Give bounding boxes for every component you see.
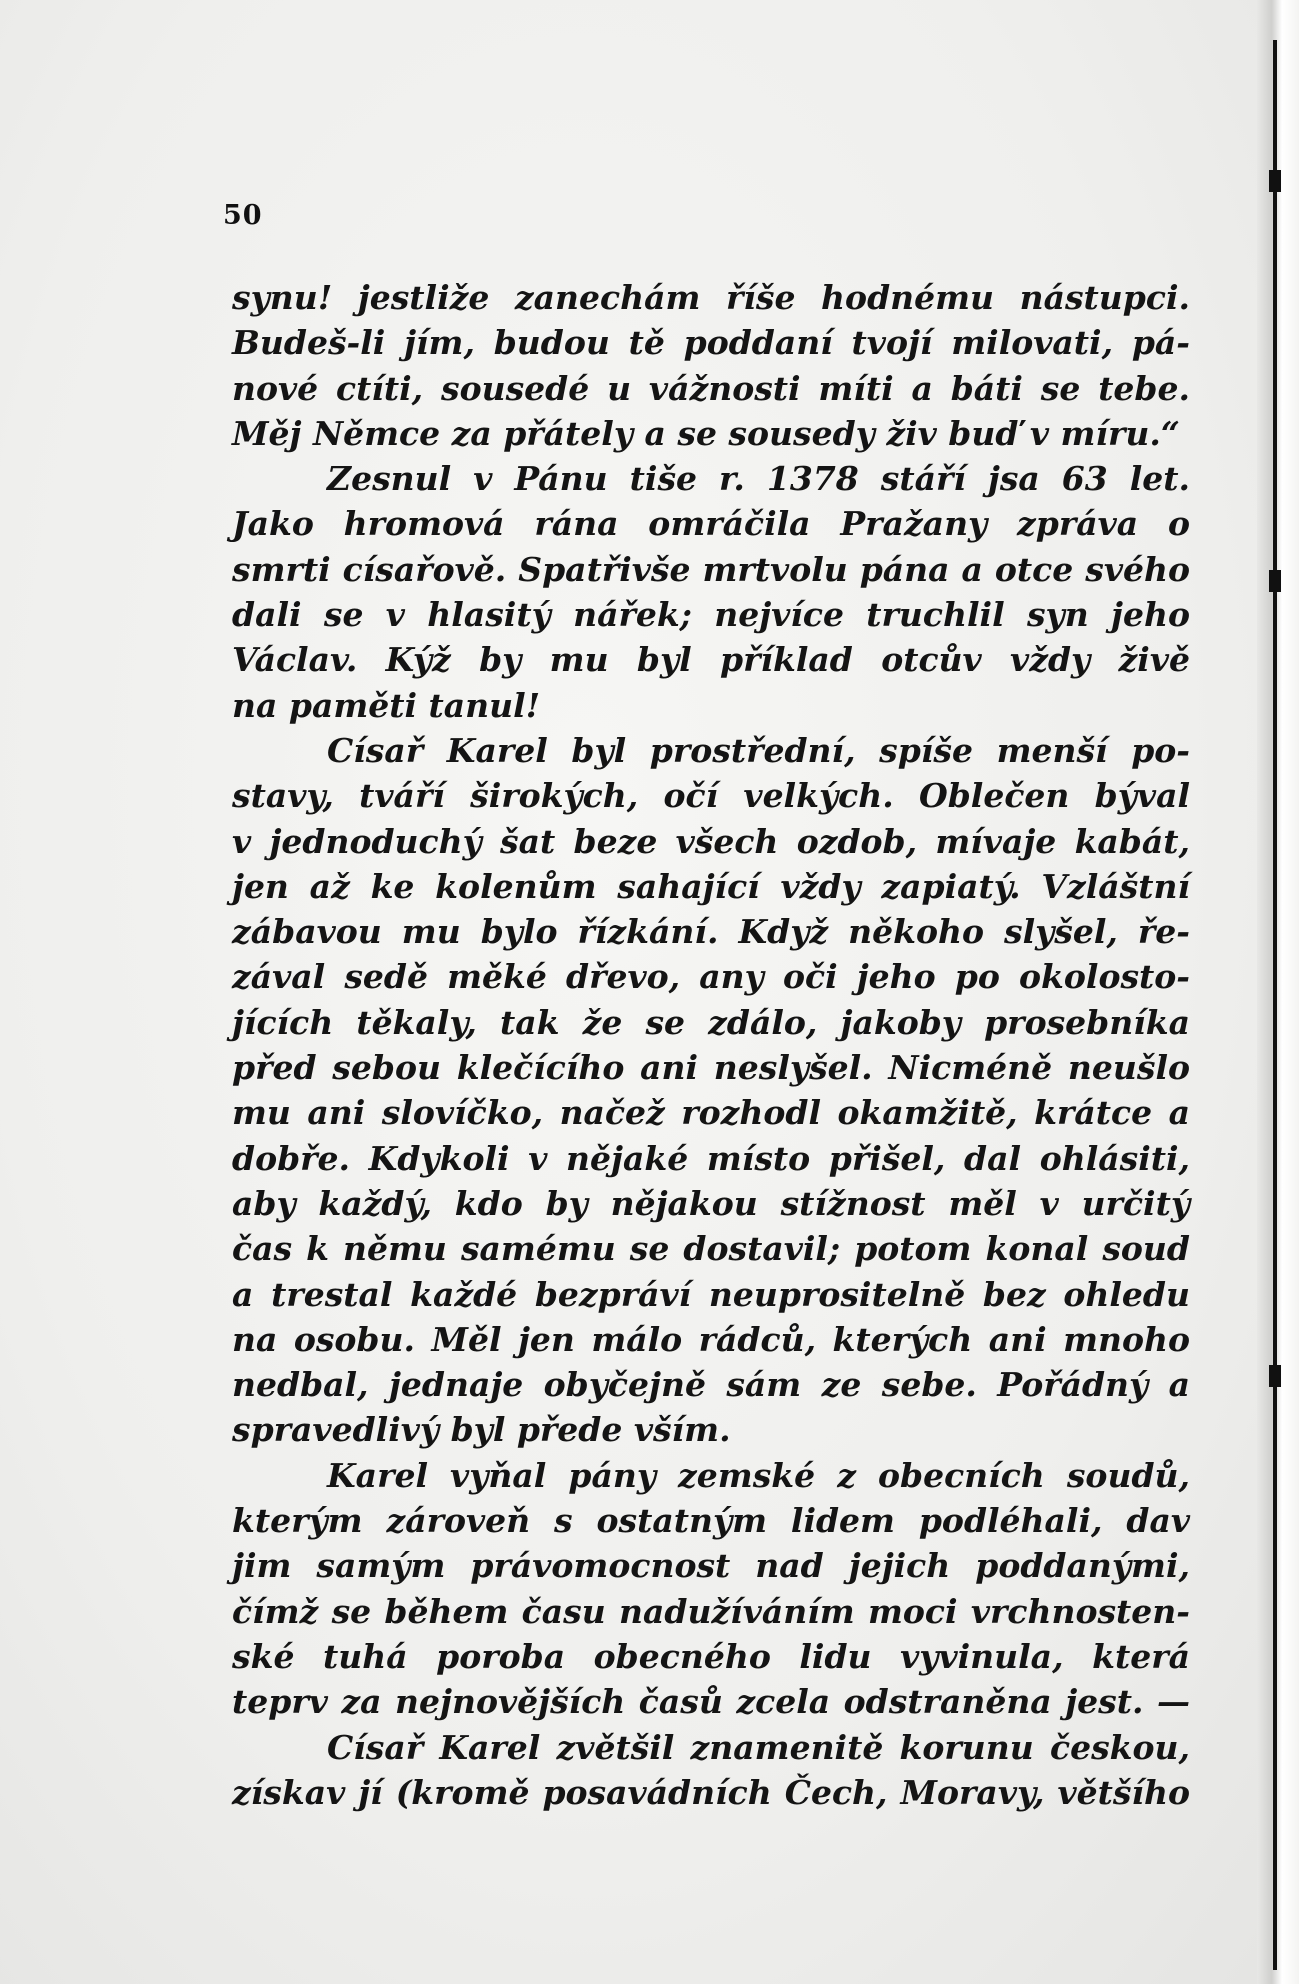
text-line: ské tuhá poroba obecného lidu vyvinula, která (232, 1636, 1190, 1676)
text-line: Budeš-li jím, budou tě poddaní tvojí milovati, pá- (232, 323, 1190, 363)
text-line: synu! jestliže zanechám říše hodnému nástupci. (232, 278, 1190, 317)
text-line: kterým zároveň s ostatným lidem podléhali, dav (232, 1501, 1190, 1541)
text-line: Karel vyňal pány zemské z obecních soudů, (327, 1455, 1190, 1495)
book-spine-edge (1257, 0, 1299, 1984)
text-line: dali se v hlasitý nářek; nejvíce truchlil syn jeho (232, 595, 1190, 635)
text-line: v jednoduchý šat beze všech ozdob, mívaje kabát, (232, 821, 1190, 861)
text-line: smrti císařově. Spatřivše mrtvolu pána a otce svého (232, 549, 1190, 589)
text-line: aby každý, kdo by nějakou stížnost měl v určitý (232, 1183, 1190, 1223)
text-line: dobře. Kdykoli v nějaké místo přišel, dal ohlásiti, (232, 1138, 1190, 1178)
page-number: 50 (223, 200, 263, 231)
page-edge-line (1273, 40, 1277, 1970)
edge-mark (1269, 570, 1281, 592)
text-line: stavy, tváří širokých, očí velkých. Oblečen býval (232, 776, 1190, 816)
text-line: Císař Karel byl prostřední, spíše menší po- (327, 730, 1190, 770)
text-line: na paměti tanul! (232, 685, 541, 725)
text-line: zával sedě měké dřevo, any oči jeho po okolosto- (232, 957, 1190, 997)
text-line: Měj Němce za přátely a se sousedy živ buď v míru.“ (232, 413, 1180, 453)
text-line: získav jí (kromě posavádních Čech, Moravy, většího (232, 1772, 1190, 1812)
text-line: teprv za nejnovějších časů zcela odstraněna jest. — (232, 1682, 1190, 1722)
text-line: Císař Karel zvětšil znamenitě korunu českou, (327, 1727, 1190, 1767)
text-line: čas k němu samému se dostavil; potom konal soud (232, 1229, 1190, 1269)
text-line: jen až ke kolenům sahající vždy zapiatý. Vzláštní (232, 866, 1190, 906)
text-line: na osobu. Měl jen málo rádců, kterých ani mnoho (232, 1319, 1190, 1359)
edge-mark (1269, 1365, 1281, 1387)
text-line: Zesnul v Pánu tiše r. 1378 stáří jsa 63 let. (327, 459, 1190, 499)
text-line: zábavou mu bylo řízkání. Když někoho slyšel, ře- (232, 912, 1190, 952)
text-line: nové ctíti, sousedé u vážnosti míti a báti se tebe. (232, 368, 1190, 408)
text-line: před sebou klečícího ani neslyšel. Nicméně neušlo (232, 1048, 1190, 1088)
body-text (232, 275, 1190, 1815)
text-line: spravedlivý byl přede vším. (232, 1410, 731, 1450)
text-line: a trestal každé bezpráví neuprositelně bez ohledu (232, 1274, 1190, 1314)
edge-mark (1269, 170, 1281, 192)
text-line: jim samým právomocnost nad jejich poddanými, (232, 1546, 1190, 1586)
text-line: nedbal, jednaje obyčejně sám ze sebe. Pořádný a (232, 1365, 1190, 1405)
text-line: jících těkaly, tak že se zdálo, jakoby prosebníka (232, 1002, 1190, 1042)
text-line: čímž se během času nadužíváním moci vrchnosten- (232, 1591, 1190, 1631)
text-line: mu ani slovíčko, načež rozhodl okamžitě, krátce a (232, 1093, 1190, 1133)
text-line: Václav. Kýž by mu byl příklad otcův vždy živě (232, 640, 1190, 680)
text-line: Jako hromová rána omráčila Pražany zpráva o (232, 504, 1190, 544)
